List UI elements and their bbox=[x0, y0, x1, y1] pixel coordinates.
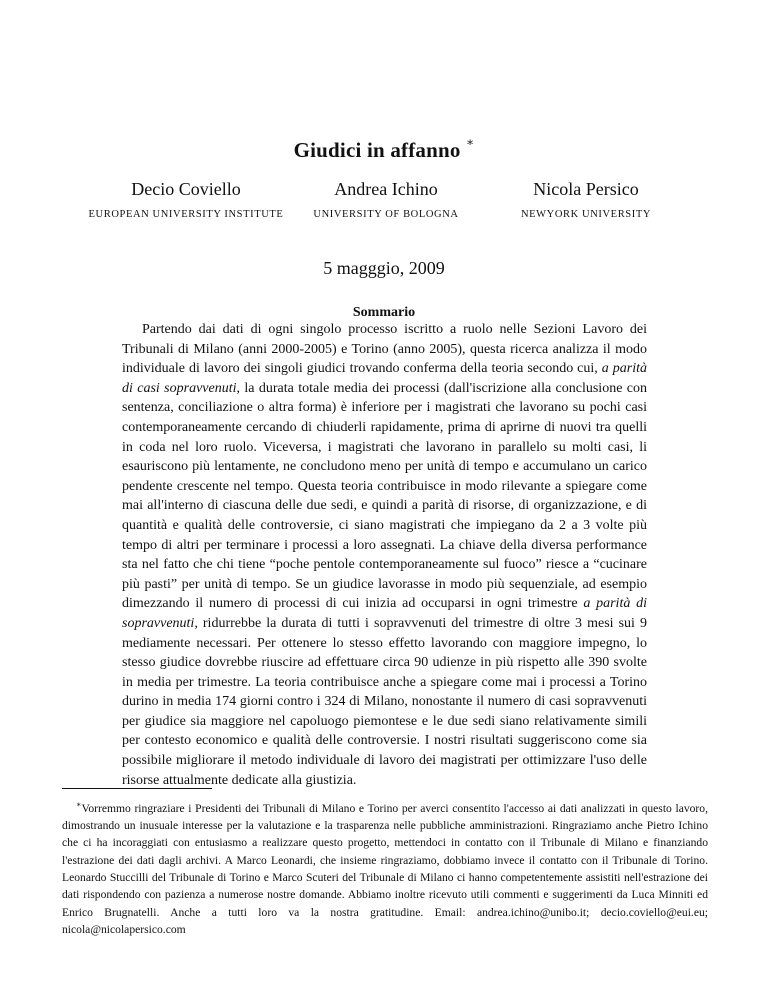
author-2 bbox=[286, 178, 486, 220]
paper-title bbox=[0, 135, 768, 163]
author-block bbox=[86, 178, 686, 220]
author-name: Nicola Persico bbox=[533, 179, 639, 199]
title-footnote-mark: ∗ bbox=[466, 135, 475, 149]
title-text: Giudici in affanno bbox=[293, 138, 461, 162]
author-affiliation: EUROPEAN UNIVERSITY INSTITUTE bbox=[88, 209, 284, 220]
abstract-heading: Sommario bbox=[352, 305, 416, 320]
author-name: Andrea Ichino bbox=[334, 179, 438, 199]
author-1 bbox=[86, 178, 286, 220]
author-affiliation: UNIVERSITY OF BOLOGNA bbox=[313, 209, 459, 220]
author-3 bbox=[486, 178, 686, 220]
author-affiliation: NEWYORK UNIVERSITY bbox=[520, 209, 652, 220]
abstract-part-3: , ridurrebbe la durata di tutti i sopravvenuti del trimestre di oltre 3 mesi sui 9 mediamente necessari. Per ottenere lo stesso effetto lavorando con maggiore impegno, lo stesso giudice dovrebbe riuscire ad effettuare circa 90 udienze in più rispetto alle 390 svolte in media per trimestre. La teoria contribuisce anche a spiegare come mai i processi a Torino durino in media 174 giorni contro i 324 di Milano, nonostante il numero di casi sopravvenuti per giudice sia maggiore nel capoluogo piemontese e le due sedi siano relativamente simili per contesto economico e qualità delle controversie. I nostri risultati suggeriscono come sia possibile migliorare il metodo individuale di lavoro dei magistrati per ottimizzare l'uso delle risorse attualmente dedicate alla giustizia. bbox=[122, 615, 647, 788]
abstract-part-2: , la durata totale media dei processi (dall'iscrizione alla conclusione con sentenza, conciliazione o altra forma) è inferiore per i magistrati che lavorano su pochi casi contemporaneamente cercando di chiuderli rapidamente, prima di aprirne di nuovi tra quelli in coda nel loro ruolo. Viceversa, i magistrati che lavorano in parallelo su molti casi, li esauriscono più lentamente, ne concludono meno per unità di tempo e accumulano un carico pendente crescente nel tempo. Questa teoria contribuisce in modo rilevante a spiegare come mai all'interno di ciascuna delle due sedi, e quindi a parità di risorse, di organizzazione, e di quantità e qualità delle controversie, ci siano magistrati che impiegano da 2 a 3 volte più tempo di altri per terminare i processi a loro assegnati. La chiave della diversa performance sta nel fatto che chi tiene “poche pentole contemporaneamente sul fuoco” riesce a “cucinare più pasti” per unità di tempo. Se un giudice lavorasse in modo più sequenziale, ad esempio dimezzando il numero di processi di cui inizia ad occuparsi in ogni trimestre bbox=[122, 380, 647, 612]
footnote bbox=[62, 796, 708, 938]
abstract-emphasis-1: a parità di casi sopravvenuti bbox=[122, 361, 647, 396]
footnote-mark: ∗ bbox=[76, 800, 82, 809]
footnote-rule bbox=[62, 788, 212, 789]
author-name: Decio Coviello bbox=[131, 179, 241, 199]
abstract-text bbox=[122, 320, 647, 790]
footnote-text: Vorremmo ringraziare i Presidenti dei Tribunali di Milano e Torino per averci consentito l'accesso ai dati analizzati in questo lavoro, dimostrando un inusuale interesse per la valutazione e la trasparenza nelle pubbliche amministrazioni. Ringraziamo anche Pietro Ichino che ci ha incoraggiati con entusiasmo a realizzare questo progetto, mettendoci in contatto con il Tribunale di Milano e finanziando l'estrazione dei dati dagli archivi. A Marco Leonardi, che insieme ringraziamo, dobbiamo invece il contatto con il Tribunale di Torino. Leonardo Stuccilli del Tribunale di Torino e Marco Scuteri del Tribunale di Milano ci hanno competentemente assistiti nell'estrazione dei dati rispondendo con pazienza a numerose nostre domande. Abbiamo inoltre ricevuto utili commenti e suggerimenti da Luca Minniti ed Enrico Brugnatelli. Anche a tutti loro va la nostra gratitudine. Email: andrea.ichino@unibo.it; decio.coviello@eui.eu; nicola@nicolapersico.com bbox=[62, 801, 708, 936]
paper-date: 5 magggio, 2009 bbox=[323, 258, 445, 278]
abstract-emphasis-2: a parità di sopravvenuti bbox=[122, 596, 647, 631]
abstract-part-1: Partendo dai dati di ogni singolo processo iscritto a ruolo nelle Sezioni Lavoro dei Tribunali di Milano (anni 2000-2005) e Torino (anno 2005), questa ricerca analizza il modo individuale di lavoro dei singoli giudici trovando conferma della teoria secondo cui, bbox=[122, 322, 647, 377]
